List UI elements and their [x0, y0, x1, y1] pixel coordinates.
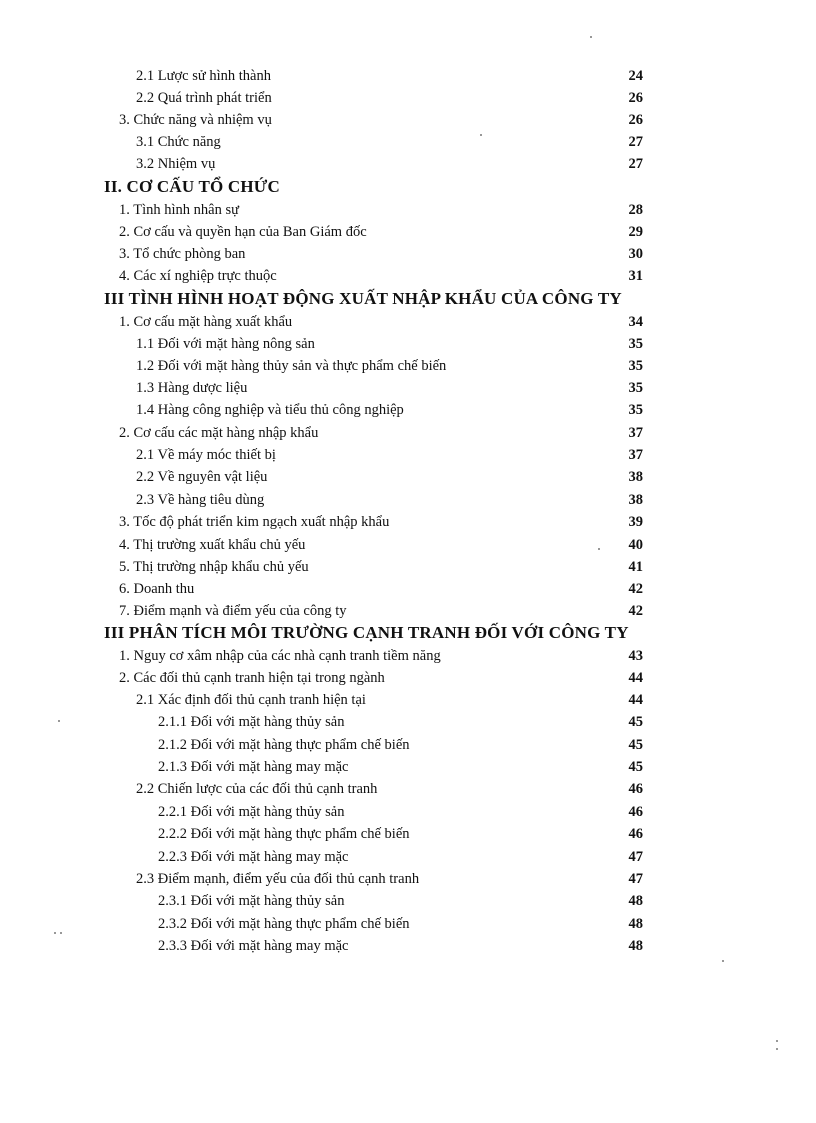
toc-page-number: 38 [628, 492, 643, 508]
toc-entry-ii-4 [0, 266, 816, 288]
toc-page-number: 38 [628, 469, 643, 485]
toc-page-number: 46 [628, 804, 643, 820]
toc-page-number: 27 [628, 134, 643, 150]
toc-entry-iv-2-1-2 [0, 735, 816, 757]
toc-entry-label: 2.2.3 Đối với mặt hàng may mặc [158, 849, 349, 865]
toc-entry-iv-2-3 [0, 869, 816, 891]
toc-entry-iv-2-1-1 [0, 712, 816, 734]
scan-speck [722, 960, 724, 962]
toc-entry-iv-2-1-3 [0, 757, 816, 779]
toc-entry-iii-1-4 [0, 400, 816, 422]
toc-page-number: 47 [628, 849, 643, 865]
toc-heading-label: II. CƠ CẤU TỔ CHỨC [104, 177, 280, 196]
toc-entry-label: 2.2.1 Đối với mặt hàng thủy sản [158, 804, 345, 820]
toc-entry-iii-1-1 [0, 334, 816, 356]
toc-heading-label: III PHÂN TÍCH MÔI TRƯỜNG CẠNH TRANH ĐỐI VỚI CÔNG TY [104, 623, 629, 642]
toc-entry-label: 1. Tình hình nhân sự [119, 202, 239, 218]
scan-speck [598, 548, 600, 550]
scan-speck [776, 1048, 778, 1050]
toc-page-number: 40 [628, 537, 643, 553]
toc-entry-label: 3. Chức năng và nhiệm vụ [119, 112, 272, 128]
scan-speck [58, 720, 60, 722]
toc-entry-2-2 [0, 88, 816, 110]
toc-entry-3-2 [0, 154, 816, 176]
toc-entry-ii-1 [0, 200, 816, 222]
toc-entry-label: 2.3.3 Đối với mặt hàng may mặc [158, 938, 349, 954]
toc-entry-iii-1-3 [0, 378, 816, 400]
scan-speck [590, 36, 592, 38]
toc-entry-label: 2.3.1 Đối với mặt hàng thủy sản [158, 893, 345, 909]
toc-page-number: 27 [628, 156, 643, 172]
toc-page-number: 45 [628, 714, 643, 730]
toc-entry-label: 3. Tốc độ phát triển kim ngạch xuất nhập khẩu [119, 514, 390, 530]
toc-entry-label: 2.1.1 Đối với mặt hàng thủy sản [158, 714, 345, 730]
toc-entry-label: 2.3 Về hàng tiêu dùng [136, 492, 265, 508]
toc-section-heading-iii-b [0, 623, 816, 645]
toc-page-number: 42 [628, 603, 643, 619]
toc-entry-iii-2-1 [0, 445, 816, 467]
toc-entry-label: 2.3 Điểm mạnh, điểm yếu của đối thủ cạnh tranh [136, 871, 420, 887]
toc-entry-label: 1. Nguy cơ xâm nhập của các nhà cạnh tranh tiềm năng [119, 648, 441, 664]
toc-entry-label: 1.2 Đối với mặt hàng thủy sản và thực phẩm chế biến [136, 358, 447, 374]
toc-page-number: 26 [628, 90, 643, 106]
toc-entry-label: 1. Cơ cấu mặt hàng xuất khẩu [119, 314, 293, 330]
toc-entry-iv-2-2-1 [0, 802, 816, 824]
toc-entry-iii-2-2 [0, 467, 816, 489]
toc-entry-label: 1.4 Hàng công nghiệp và tiểu thủ công nghiệp [136, 402, 404, 418]
toc-entry-iv-2-3-2 [0, 914, 816, 936]
toc-entry-label: 3.2 Nhiệm vụ [136, 156, 216, 172]
toc-entry-iv-2-3-3 [0, 936, 816, 958]
toc-page-number: 39 [628, 514, 643, 530]
toc-entry-iv-2-2-2 [0, 824, 816, 846]
toc-heading-label: III TÌNH HÌNH HOẠT ĐỘNG XUẤT NHẬP KHẨU CỦA CÔNG TY [104, 289, 622, 308]
toc-page-number: 46 [628, 826, 643, 842]
toc-section-heading-ii [0, 177, 816, 199]
toc-entry-iii-3 [0, 512, 816, 534]
toc-page-number: 31 [628, 268, 643, 284]
toc-page-number: 48 [628, 916, 643, 932]
toc-entry-label: 5. Thị trường nhập khẩu chủ yếu [119, 559, 309, 575]
toc-entry-label: 6. Doanh thu [119, 581, 195, 597]
toc-entry-iii-2-3 [0, 490, 816, 512]
toc-page-number: 45 [628, 759, 643, 775]
toc-entry-iv-2 [0, 668, 816, 690]
toc-entry-iii-2 [0, 423, 816, 445]
toc-entry-label: 7. Điểm mạnh và điểm yếu của công ty [119, 603, 347, 619]
toc-entry-ii-2 [0, 222, 816, 244]
toc-entry-ii-3 [0, 244, 816, 266]
scan-speck [480, 134, 482, 136]
toc-entry-label: 2. Cơ cấu và quyền hạn của Ban Giám đốc [119, 224, 367, 240]
toc-entry-3-1 [0, 132, 816, 154]
toc-entry-label: 2.1.2 Đối với mặt hàng thực phẩm chế biến [158, 737, 410, 753]
toc-entry-iii-4 [0, 535, 816, 557]
toc-entry-label: 2.1 Về máy móc thiết bị [136, 447, 276, 463]
toc-page-number: 29 [628, 224, 643, 240]
toc-page-number: 37 [628, 425, 643, 441]
toc-entry-label: 3.1 Chức năng [136, 134, 221, 150]
toc-section-heading-iii [0, 289, 816, 311]
toc-page-number: 35 [628, 380, 643, 396]
toc-page-number: 35 [628, 402, 643, 418]
toc-entry-label: 2. Cơ cấu các mặt hàng nhập khẩu [119, 425, 319, 441]
toc-entry-iv-2-2 [0, 779, 816, 801]
toc-page-number: 34 [628, 314, 643, 330]
toc-entry-iii-7 [0, 601, 816, 623]
toc-page-number: 44 [628, 670, 643, 686]
toc-entry-iii-1 [0, 312, 816, 334]
toc-page-number: 35 [628, 358, 643, 374]
toc-entry-label: 2.1 Lược sử hình thành [136, 68, 271, 84]
toc-entry-iv-1 [0, 646, 816, 668]
toc-page-number: 35 [628, 336, 643, 352]
toc-entry-iii-5 [0, 557, 816, 579]
toc-page-number: 42 [628, 581, 643, 597]
toc-entry-label: 2.2 Về nguyên vật liệu [136, 469, 268, 485]
toc-entry-iv-2-1 [0, 690, 816, 712]
toc-entry-label: 3. Tổ chức phòng ban [119, 246, 246, 262]
toc-page-number: 30 [628, 246, 643, 262]
toc-entry-label: 4. Thị trường xuất khẩu chủ yếu [119, 537, 306, 553]
toc-entry-label: 1.3 Hàng dược liệu [136, 380, 248, 396]
toc-page-number: 46 [628, 781, 643, 797]
toc-page-number: 44 [628, 692, 643, 708]
toc-entry-label: 2.2.2 Đối với mặt hàng thực phẩm chế biến [158, 826, 410, 842]
scan-speck [776, 1040, 778, 1042]
toc-page-number: 41 [628, 559, 643, 575]
toc-page-number: 24 [628, 68, 643, 84]
toc-page-number: 47 [628, 871, 643, 887]
toc-entry-2-1 [0, 66, 816, 88]
toc-page-number: 28 [628, 202, 643, 218]
toc-page-number: 48 [628, 893, 643, 909]
toc-entry-iv-2-3-1 [0, 891, 816, 913]
toc-entry-label: 2.2 Chiến lược của các đối thủ cạnh tranh [136, 781, 378, 797]
scan-speck [54, 932, 56, 934]
toc-entry-label: 2.3.2 Đối với mặt hàng thực phẩm chế biến [158, 916, 410, 932]
toc-entry-label: 2.1.3 Đối với mặt hàng may mặc [158, 759, 349, 775]
scan-speck [60, 932, 62, 934]
toc-entry-label: 1.1 Đối với mặt hàng nông sản [136, 336, 315, 352]
toc-entry-3 [0, 110, 816, 132]
toc-entry-iv-2-2-3 [0, 847, 816, 869]
toc-page-number: 43 [628, 648, 643, 664]
toc-page-number: 45 [628, 737, 643, 753]
toc-page-number: 48 [628, 938, 643, 954]
toc-page-number: 37 [628, 447, 643, 463]
toc-entry-iii-1-2 [0, 356, 816, 378]
toc-entry-label: 4. Các xí nghiệp trực thuộc [119, 268, 277, 284]
toc-entry-label: 2.2 Quá trình phát triển [136, 90, 272, 106]
toc-page-number: 26 [628, 112, 643, 128]
toc-entry-iii-6 [0, 579, 816, 601]
toc-entry-label: 2. Các đối thủ cạnh tranh hiện tại trong ngành [119, 670, 385, 686]
toc-entry-label: 2.1 Xác định đối thủ cạnh tranh hiện tại [136, 692, 366, 708]
